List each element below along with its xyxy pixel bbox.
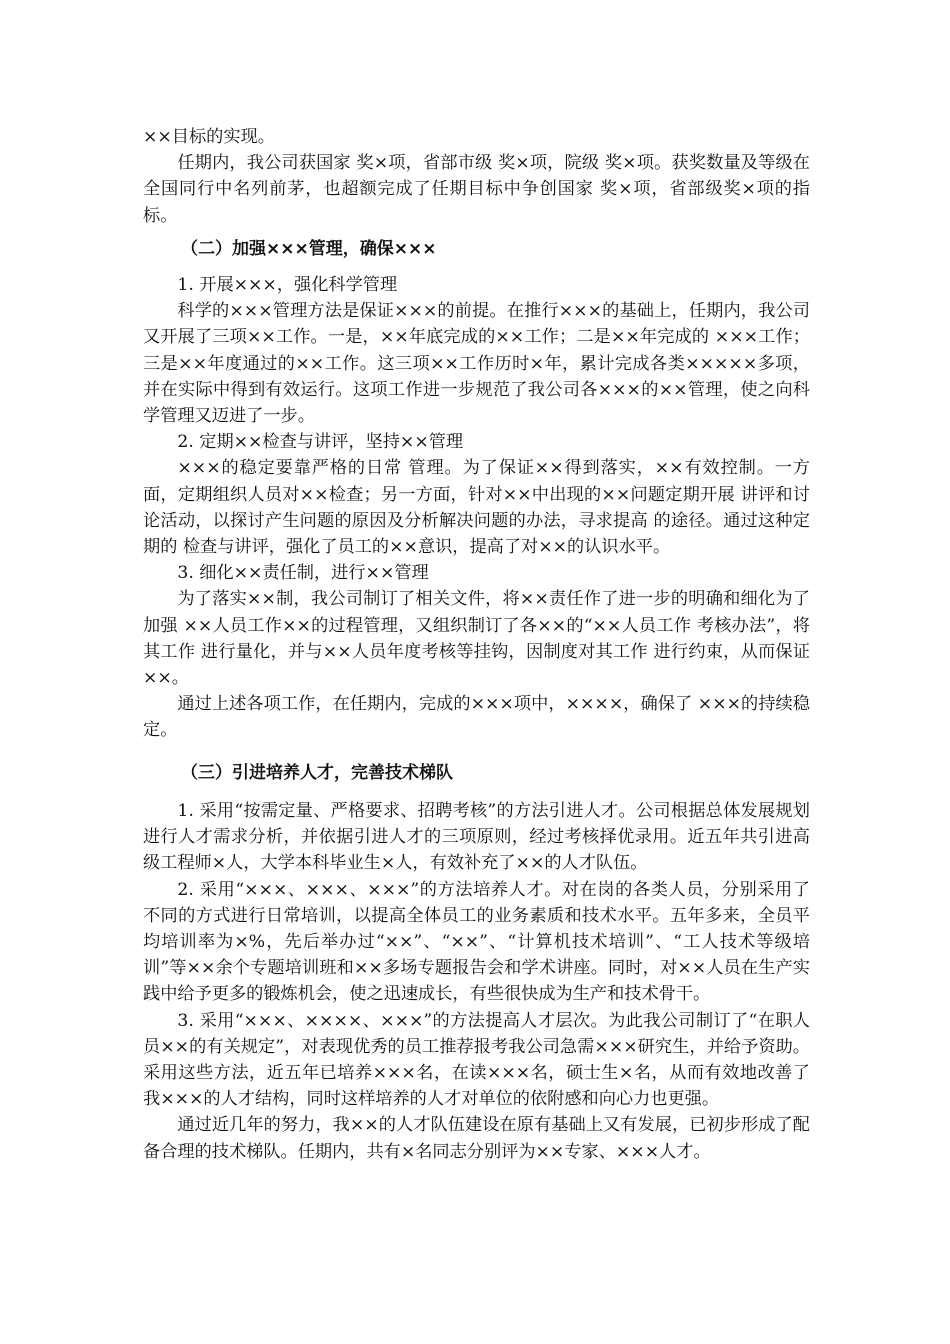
section-heading-3: （三）引进培养人才，完善技术梯队 — [181, 763, 453, 783]
paragraph: 任期内，我公司获国家 奖×项，省部市级 奖×项，院级 奖×项。获奖数量及等级在全国同行中名列前茅，也超额完成了任期目标中争创国家 奖×项，省部级奖×项的指标。 — [143, 153, 810, 226]
paragraph: ×××的稳定要靠严格的日常 管理。为了保证××得到落实，××有效控制。一方面，定期组织人员对××检查；另一方面，针对××中出现的××问题定期开展 讲评和讨论活动，以探讨产生问题的原因及分析解决问题的办法，寻求提高 的途径。通过这种定期的 检查与讲评，强化了员工的××意识，提高了对××的认识水平。 — [143, 458, 810, 558]
paragraph: 为了落实××制，我公司制订了相关文件，将××责任作了进一步的明确和细化为了加强 ××人员工作××的过程管理，又组织制订了各××的“××人员工作 考核办法”，将其工作 进行量化，并与××人员年度考核等挂钩，因制度对其工作 进行约束，从而保证××。 — [143, 589, 810, 689]
paragraph: 2. 采用“×××、×××、×××”的方法培养人才。对在岗的各类人员，分别采用了不同的方式进行日常培训，以提高全体员工的业务素质和技术水平。五年多来，全员平均培训率为×%，先后举办过“××”、“××”、“计算机技术培训”、“工人技术等级培训”等××余个专题培训班和××多场专题报告会和学术讲座。同时，对××人员在生产实践中给予更多的锻炼机会，使之迅速成长，有些很快成为生产和技术骨干。 — [143, 879, 810, 1005]
paragraph: 1. 采用“按需定量、严格要求、招聘考核”的方法引进人才。公司根据总体发展规划进行人才需求分析，并依据引进人才的三项原则，经过考核择优录用。近五年共引进高级工程师×人，大学本科毕业生×人，有效补充了××的人才队伍。 — [143, 801, 810, 874]
paragraph: 通过近几年的努力，我××的人才队伍建设在原有基础上又有发展，已初步形成了配备合理的技术梯队。任期内，共有×名同志分别评为××专家、×××人才。 — [143, 1115, 810, 1162]
paragraph: ××目标的实现。 — [143, 127, 275, 147]
paragraph: 通过上述各项工作，在任期内，完成的×××项中，××××，确保了 ×××的持续稳定。 — [143, 694, 810, 741]
paragraph: 3. 采用“×××、××××、×××”的方法提高人才层次。为此我公司制订了“在职人员××的有关规定”，对表现优秀的员工推荐报考我公司急需×××研究生，并给予资助。采用这些方法，近五年已培养×××名，在读×××名，硕士生×名，从而有效地改善了我×××的人才结构，同时这样培养的人才对单位的依附感和向心力也更强。 — [143, 1010, 810, 1110]
section-heading-2: （二）加强×××管理，确保××× — [181, 239, 437, 259]
subheading: 2. 定期××检查与讲评，坚持××管理 — [177, 432, 464, 453]
section1-tail — [143, 124, 810, 229]
subheading: 1. 开展×××，强化科学管理 — [177, 275, 398, 295]
section2-body — [143, 272, 810, 744]
paragraph: 科学的×××管理方法是保证×××的前提。在推行×××的基础上，任期内，我公司又开展了三项××工作。一是，××年底完成的××工作；二是××年完成的 ×××工作；三是××年度通过的××工作。这三项××工作历时×年，累计完成各类×××××多项，并在实际中得到有效运行。这项工作进一步规范了我公司各×××的××管理，使之向科学管理又迈进了一步。 — [143, 301, 810, 427]
section3-body — [143, 798, 810, 1165]
subheading: 3. 细化××责任制，进行××管理 — [177, 563, 429, 584]
